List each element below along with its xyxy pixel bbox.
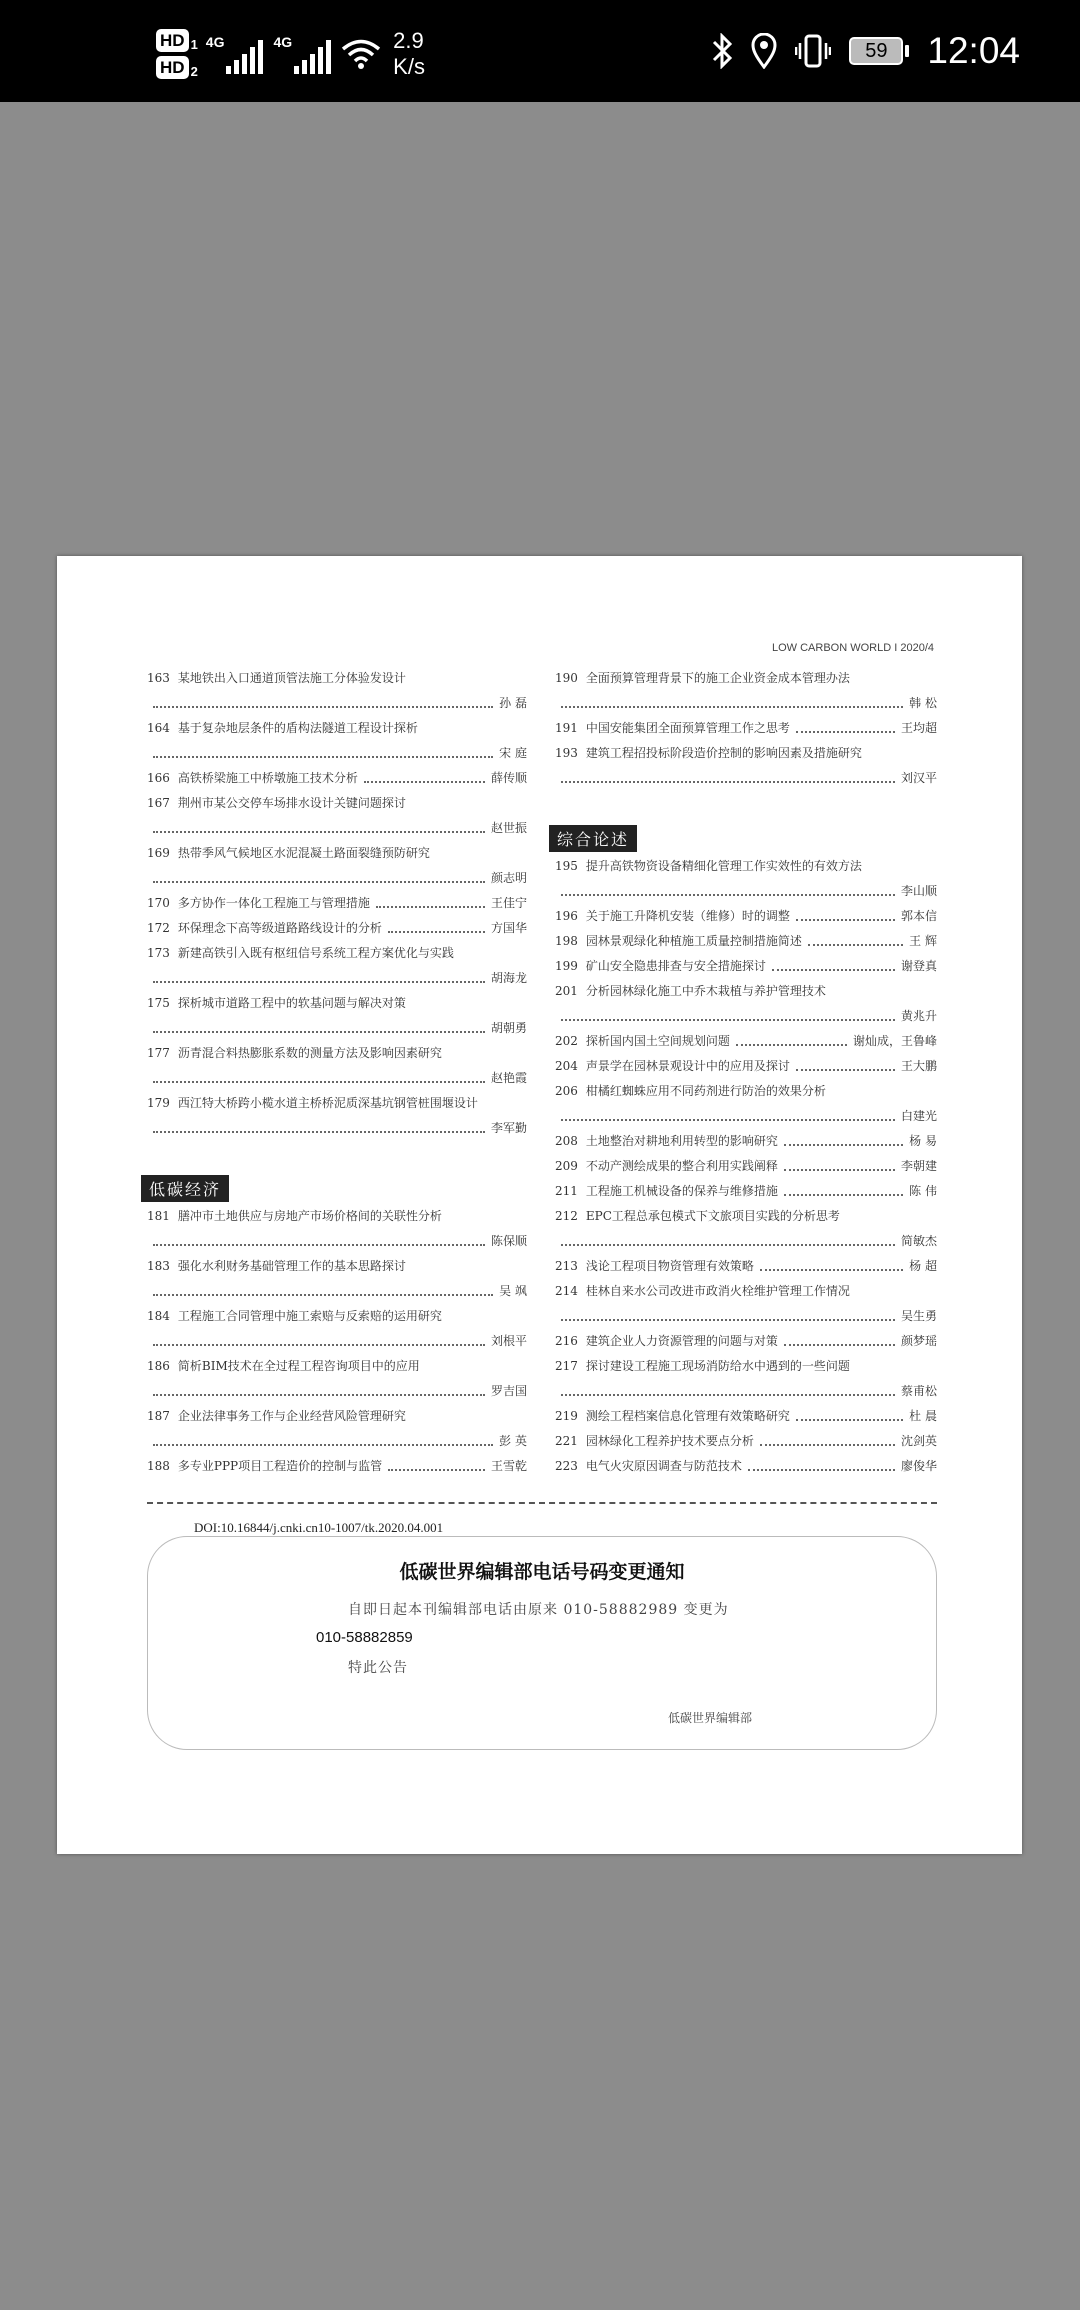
toc-entry bbox=[555, 1354, 937, 1404]
toc-page-number: 204 bbox=[555, 1059, 578, 1073]
toc-author: 吴生勇 bbox=[900, 1309, 937, 1323]
leader-dots bbox=[808, 929, 903, 946]
toc-entry bbox=[147, 841, 527, 891]
leader-dots bbox=[153, 741, 493, 758]
status-bar bbox=[0, 0, 1080, 102]
toc-author: 黄兆升 bbox=[900, 1009, 937, 1023]
toc-title: 全面预算管理背景下的施工企业资金成本管理办法 bbox=[585, 671, 850, 685]
toc-title: 工程施工机械设备的保养与维修措施 bbox=[585, 1184, 778, 1198]
toc-title: 园林绿化工程养护技术要点分析 bbox=[585, 1434, 754, 1448]
toc-entry bbox=[555, 1429, 937, 1454]
toc-entry bbox=[147, 666, 527, 716]
toc-title: 建筑企业人力资源管理的问题与对策 bbox=[585, 1334, 778, 1348]
leader-dots bbox=[561, 1304, 895, 1321]
toc-author: 刘汉平 bbox=[900, 771, 937, 785]
leader-dots bbox=[153, 816, 485, 833]
toc-author: 颜志明 bbox=[490, 871, 527, 885]
toc-right-column bbox=[555, 666, 937, 1479]
toc-author: 吴 飒 bbox=[499, 1284, 527, 1298]
leader-dots bbox=[376, 891, 485, 908]
leader-dots bbox=[561, 1379, 895, 1396]
toc-title: 多专业PPP项目工程造价的控制与监管 bbox=[177, 1459, 383, 1473]
toc-author: 陈 伟 bbox=[909, 1184, 937, 1198]
toc-title: 土地整治对耕地利用转型的影响研究 bbox=[585, 1134, 778, 1148]
toc-entry bbox=[147, 1091, 527, 1141]
clock: 12:04 bbox=[927, 30, 1020, 71]
section-heading-review: 综合论述 bbox=[549, 825, 637, 852]
divider bbox=[147, 1502, 937, 1506]
notice-signature: 低碳世界编辑部 bbox=[668, 1711, 753, 1725]
toc-author: 沈剑英 bbox=[900, 1434, 937, 1448]
toc-page-number: 191 bbox=[555, 721, 578, 735]
toc-title: 浅论工程项目物资管理有效策略 bbox=[585, 1259, 754, 1273]
toc-entry bbox=[555, 1079, 937, 1129]
toc-page-number: 173 bbox=[147, 946, 170, 960]
toc-entry bbox=[555, 1129, 937, 1154]
section-heading-economy: 低碳经济 bbox=[141, 1175, 229, 1202]
leader-dots bbox=[748, 1454, 895, 1471]
toc-entry bbox=[555, 1404, 937, 1429]
leader-dots bbox=[736, 1029, 847, 1046]
leader-dots bbox=[153, 966, 485, 983]
toc-entry bbox=[555, 1279, 937, 1329]
leader-dots bbox=[784, 1329, 895, 1346]
leader-dots bbox=[561, 766, 895, 783]
toc-title: 提升高铁物资设备精细化管理工作实效性的有效方法 bbox=[585, 859, 862, 873]
toc-entry bbox=[147, 891, 527, 916]
leader-dots bbox=[153, 1066, 485, 1083]
toc-entry bbox=[147, 1204, 527, 1254]
toc-page-number: 199 bbox=[555, 959, 578, 973]
toc-page-number: 166 bbox=[147, 771, 170, 785]
toc-entry bbox=[555, 1454, 937, 1479]
toc-title: 热带季风气候地区水泥混凝土路面裂缝预防研究 bbox=[177, 846, 430, 860]
toc-page-number: 190 bbox=[555, 671, 578, 685]
toc-page-number: 198 bbox=[555, 934, 578, 948]
toc-author: 刘根平 bbox=[490, 1334, 527, 1348]
toc-page-number: 170 bbox=[147, 896, 170, 910]
toc-author: 赵艳霞 bbox=[490, 1071, 527, 1085]
bluetooth-icon bbox=[711, 33, 733, 69]
leader-dots bbox=[796, 904, 895, 921]
leader-dots bbox=[561, 1004, 895, 1021]
toc-entry bbox=[147, 991, 527, 1041]
toc-entry bbox=[555, 1254, 937, 1279]
toc-title: 关于施工升降机安装（维修）时的调整 bbox=[585, 909, 790, 923]
toc-author: 王佳宁 bbox=[490, 896, 527, 910]
toc-page-number: 216 bbox=[555, 1334, 578, 1348]
notice-title: 低碳世界编辑部电话号码变更通知 bbox=[399, 1561, 685, 1583]
toc-title: 荆州市某公交停车场排水设计关键问题探讨 bbox=[177, 796, 406, 810]
leader-dots bbox=[784, 1179, 903, 1196]
toc-page-number: 183 bbox=[147, 1259, 170, 1273]
toc-entry bbox=[147, 1041, 527, 1091]
toc-entry bbox=[555, 1154, 937, 1179]
toc-entry bbox=[555, 929, 937, 954]
toc-entry bbox=[147, 1254, 527, 1304]
toc-entry bbox=[555, 904, 937, 929]
leader-dots bbox=[153, 1016, 485, 1033]
leader-dots bbox=[153, 1329, 485, 1346]
toc-entry bbox=[555, 979, 937, 1029]
leader-dots bbox=[784, 1154, 895, 1171]
leader-dots bbox=[153, 866, 485, 883]
toc-page-number: 211 bbox=[555, 1184, 578, 1198]
signal-icon-2: 4G bbox=[273, 34, 331, 74]
toc-title: 分析园林绿化施工中乔木栽植与养护管理技术 bbox=[585, 984, 826, 998]
toc-page-number: 181 bbox=[147, 1209, 170, 1223]
toc-title: EPC工程总承包模式下文旅项目实践的分析思考 bbox=[585, 1209, 840, 1223]
leader-dots bbox=[388, 916, 485, 933]
journal-header: LOW CARBON WORLD I 2020/4 bbox=[772, 642, 934, 654]
toc-author: 薛传顺 bbox=[490, 771, 527, 785]
toc-left-column bbox=[147, 666, 527, 1479]
toc-page-number: 179 bbox=[147, 1096, 170, 1110]
toc-entry bbox=[555, 1029, 937, 1054]
toc-entry bbox=[555, 954, 937, 979]
toc-page-number: 214 bbox=[555, 1284, 578, 1298]
toc-page-number: 221 bbox=[555, 1434, 578, 1448]
toc-title: 柑橘红蜘蛛应用不同药剂进行防治的效果分析 bbox=[585, 1084, 826, 1098]
toc-title: 强化水利财务基础管理工作的基本思路探讨 bbox=[177, 1259, 406, 1273]
toc-title: 新建高铁引入既有枢纽信号系统工程方案优化与实践 bbox=[177, 946, 454, 960]
toc-title: 简析BIM技术在全过程工程咨询项目中的应用 bbox=[177, 1359, 420, 1373]
battery-icon: 59 bbox=[849, 37, 909, 65]
toc-page-number: 169 bbox=[147, 846, 170, 860]
toc-entry bbox=[147, 1304, 527, 1354]
leader-dots bbox=[760, 1254, 903, 1271]
toc-author: 廖俊华 bbox=[900, 1459, 937, 1473]
toc-author: 王大鹏 bbox=[900, 1059, 937, 1073]
toc-page-number: 193 bbox=[555, 746, 578, 760]
toc-author: 王 辉 bbox=[909, 934, 937, 948]
toc-title: 探析国内国土空间规划问题 bbox=[585, 1034, 730, 1048]
toc-title: 园林景观绿化种植施工质量控制措施简述 bbox=[585, 934, 802, 948]
hd-indicator-1: HD 1 bbox=[156, 29, 198, 52]
leader-dots bbox=[772, 954, 895, 971]
toc-title: 某地铁出入口通道顶管法施工分体验发设计 bbox=[177, 671, 406, 685]
leader-dots bbox=[796, 1054, 895, 1071]
signal-icon-1: 4G bbox=[206, 34, 264, 74]
toc-entry bbox=[147, 916, 527, 941]
leader-dots bbox=[153, 1429, 493, 1446]
toc-author: 孙 磊 bbox=[499, 696, 527, 710]
toc-page-number: 206 bbox=[555, 1084, 578, 1098]
wifi-icon bbox=[341, 38, 381, 70]
notice-box bbox=[147, 1536, 937, 1750]
toc-author: 罗吉国 bbox=[490, 1384, 527, 1398]
toc-page-number: 217 bbox=[555, 1359, 578, 1373]
toc-title: 不动产测绘成果的整合利用实践阐释 bbox=[585, 1159, 778, 1173]
toc-author: 王雪乾 bbox=[490, 1459, 527, 1473]
toc-page-number: 213 bbox=[555, 1259, 578, 1273]
toc-page-number: 188 bbox=[147, 1459, 170, 1473]
leader-dots bbox=[388, 1454, 485, 1471]
leader-dots bbox=[784, 1129, 903, 1146]
toc-entry bbox=[555, 741, 937, 791]
toc-page-number: 187 bbox=[147, 1409, 170, 1423]
leader-dots bbox=[561, 879, 895, 896]
toc-entry bbox=[555, 1054, 937, 1079]
toc-page-number: 186 bbox=[147, 1359, 170, 1373]
toc-entry bbox=[147, 766, 527, 791]
toc-author: 杨 超 bbox=[909, 1259, 937, 1273]
hd-indicator-2: HD 2 bbox=[156, 56, 198, 79]
leader-dots bbox=[561, 691, 903, 708]
toc-page-number: 177 bbox=[147, 1046, 170, 1060]
toc-entry bbox=[555, 1329, 937, 1354]
toc-entry bbox=[147, 941, 527, 991]
toc-author: 杨 易 bbox=[909, 1134, 937, 1148]
document-page[interactable] bbox=[57, 556, 1022, 1854]
notice-body: 自即日起本刊编辑部电话由原来 010-58882989 变更为 bbox=[348, 1602, 729, 1618]
toc-title: 多方协作一体化工程施工与管理措施 bbox=[177, 896, 370, 910]
toc-title: 建筑工程招投标阶段造价控制的影响因素及措施研究 bbox=[585, 746, 862, 760]
leader-dots bbox=[561, 1104, 895, 1121]
toc-entry bbox=[147, 791, 527, 841]
toc-author: 颜梦瑶 bbox=[900, 1334, 937, 1348]
leader-dots bbox=[760, 1429, 895, 1446]
toc-title: 环保理念下高等级道路路线设计的分析 bbox=[177, 921, 382, 935]
leader-dots bbox=[153, 1229, 485, 1246]
toc-author: 李山顺 bbox=[900, 884, 937, 898]
toc-author: 赵世振 bbox=[490, 821, 527, 835]
toc-author: 杜 晨 bbox=[909, 1409, 937, 1423]
toc-page-number: 175 bbox=[147, 996, 170, 1010]
leader-dots bbox=[153, 691, 493, 708]
doi-text: DOI:10.16844/j.cnki.cn10-1007/tk.2020.04.001 bbox=[194, 1520, 444, 1535]
toc-entry bbox=[555, 716, 937, 741]
toc-page-number: 195 bbox=[555, 859, 578, 873]
toc-title: 声景学在园林景观设计中的应用及探讨 bbox=[585, 1059, 790, 1073]
toc-entry bbox=[147, 1354, 527, 1404]
toc-title: 基于复杂地层条件的盾构法隧道工程设计探析 bbox=[177, 721, 418, 735]
toc-page-number: 201 bbox=[555, 984, 578, 998]
toc-page-number: 202 bbox=[555, 1034, 578, 1048]
toc-author: 彭 英 bbox=[499, 1434, 527, 1448]
toc-page-number: 208 bbox=[555, 1134, 578, 1148]
toc-page-number: 212 bbox=[555, 1209, 578, 1223]
toc-title: 矿山安全隐患排查与安全措施探讨 bbox=[585, 959, 766, 973]
toc-page-number: 196 bbox=[555, 909, 578, 923]
toc-author: 王均超 bbox=[900, 721, 937, 735]
toc-entry bbox=[555, 666, 937, 716]
toc-title: 测绘工程档案信息化管理有效策略研究 bbox=[585, 1409, 790, 1423]
vibrate-icon bbox=[795, 33, 831, 69]
toc-title: 探讨建设工程施工现场消防给水中遇到的一些问题 bbox=[585, 1359, 850, 1373]
toc-author: 胡朝勇 bbox=[490, 1021, 527, 1035]
toc-entry bbox=[147, 716, 527, 766]
toc-title: 中国安能集团全面预算管理工作之思考 bbox=[585, 721, 790, 735]
toc-author: 李军勤 bbox=[490, 1121, 527, 1135]
toc-page-number: 167 bbox=[147, 796, 170, 810]
leader-dots bbox=[153, 1379, 485, 1396]
toc-entry bbox=[147, 1454, 527, 1479]
toc-entry bbox=[555, 1179, 937, 1204]
toc-page-number: 219 bbox=[555, 1409, 578, 1423]
toc-author: 胡海龙 bbox=[490, 971, 527, 985]
toc-title: 高铁桥梁施工中桥墩施工技术分析 bbox=[177, 771, 358, 785]
leader-dots bbox=[561, 1229, 895, 1246]
toc-author: 谢灿成，王鲁峰 bbox=[852, 1034, 937, 1048]
toc-page-number: 209 bbox=[555, 1159, 578, 1173]
leader-dots bbox=[796, 716, 895, 733]
toc-title: 企业法律事务工作与企业经营风险管理研究 bbox=[177, 1409, 406, 1423]
toc-page-number: 163 bbox=[147, 671, 170, 685]
toc-entry bbox=[147, 1404, 527, 1454]
leader-dots bbox=[153, 1279, 493, 1296]
toc-author: 简敏杰 bbox=[900, 1234, 937, 1248]
toc-page-number: 184 bbox=[147, 1309, 170, 1323]
toc-author: 白建光 bbox=[900, 1109, 937, 1123]
toc-author: 郭本信 bbox=[900, 909, 937, 923]
toc-author: 蔡甫松 bbox=[900, 1384, 937, 1398]
notice-phone: 010-58882859 bbox=[316, 1629, 413, 1646]
toc-author: 谢登真 bbox=[900, 959, 937, 973]
toc-title: 沥青混合料热膨胀系数的测量方法及影响因素研究 bbox=[177, 1046, 442, 1060]
toc-title: 桂林自来水公司改进市政消火栓维护管理工作情况 bbox=[585, 1284, 850, 1298]
notice-special: 特此公告 bbox=[348, 1660, 408, 1676]
leader-dots bbox=[153, 1116, 485, 1133]
toc-entry bbox=[555, 1204, 937, 1254]
toc-title: 电气火灾原因调查与防范技术 bbox=[585, 1459, 742, 1473]
toc-page-number: 164 bbox=[147, 721, 170, 735]
location-icon bbox=[751, 33, 777, 69]
toc-title: 膳冲市土地供应与房地产市场价格间的关联性分析 bbox=[177, 1209, 442, 1223]
toc-author: 方国华 bbox=[490, 921, 527, 935]
toc-author: 李朝建 bbox=[900, 1159, 937, 1173]
toc-author: 宋 庭 bbox=[499, 746, 527, 760]
network-speed: 2.9 K/s bbox=[393, 28, 425, 79]
toc-title: 探析城市道路工程中的软基问题与解决对策 bbox=[177, 996, 406, 1010]
toc-title: 工程施工合同管理中施工索赔与反索赔的运用研究 bbox=[177, 1309, 442, 1323]
toc-author: 陈保顺 bbox=[490, 1234, 527, 1248]
toc-title: 西江特大桥跨小榄水道主桥桥泥质深基坑钢管桩围堰设计 bbox=[177, 1096, 478, 1110]
toc-page-number: 223 bbox=[555, 1459, 578, 1473]
leader-dots bbox=[364, 766, 485, 783]
toc-author: 韩 松 bbox=[909, 696, 937, 710]
leader-dots bbox=[796, 1404, 903, 1421]
toc-page-number: 172 bbox=[147, 921, 170, 935]
toc-entry bbox=[555, 854, 937, 904]
